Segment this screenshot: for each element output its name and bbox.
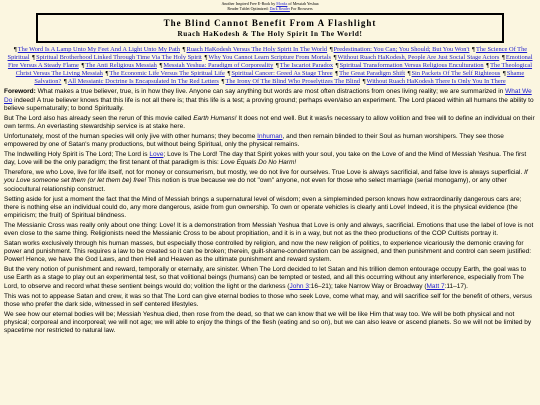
inhuman-link[interactable]: Inhuman xyxy=(257,132,283,140)
chapter-link[interactable]: Spiritual Transformation Versus Religious Enculturation xyxy=(339,62,484,70)
paragraph: We see how our eternal bodies will be; Messiah Yeshua died, then rose from the dead, so that we can know that we will be like Him that way too. We will be both physical and not physical; corporeal and incorporeal; we will not age; we will able to enjoy the things of the flesh (eating and so on), but we can also leave or ascend planets. So we will not be limited by spacetime nor restricted to natural law. xyxy=(4,310,532,334)
pilcrow-icon: ¶ xyxy=(227,70,231,78)
top-notice-line2: Reader Tablet Optimized: Dark Reader For Browsers xyxy=(227,6,313,11)
john-3-link[interactable]: John 3 xyxy=(289,282,309,290)
top-notice xyxy=(0,0,540,11)
chapter-link[interactable]: Predestination: You Can; You Should; But You Won't xyxy=(333,46,470,53)
chapter-link[interactable]: The Anti Religious Messiah xyxy=(85,62,157,70)
dark-reader-link[interactable]: Dark Reader xyxy=(269,6,290,11)
chapter-link[interactable]: The Economic Life Versus The Spiritual Life xyxy=(109,70,225,78)
chapter-link[interactable]: Sin Packets Of The Self Righteous xyxy=(411,70,501,78)
pilcrow-icon: ¶ xyxy=(182,46,186,53)
pilcrow-icon: ¶ xyxy=(63,78,67,86)
pilcrow-icon: ¶ xyxy=(32,54,36,62)
pilcrow-icon: ¶ xyxy=(329,46,333,53)
paragraph: But the very notion of punishment and reward, temporally or eternally, are sinister. When The Lord decided to let Satan and his trillion demon entourage occupy Earth, the goal was to use Earth as a stage to play out an experimental test, so that volitional beings (humans) can be tempted or tested, and all this occurring without any interference, especially from The Lord, to observe and record what these sentient beings would do; volition the light or the darkness (John 3:16–21); take Narrow Way or Broadway (Matt 7:11–17). xyxy=(4,266,527,290)
paragraph: This was not to appease Satan and crew, it was so that The Lord can give eternal bodies to those who seek Love, come what may, and will sacrifice self for the benefit of others, versus those who prefer the dark side, witnessed in self centered lifestyles. xyxy=(4,292,532,308)
chapter-link[interactable]: Messiah Yeshua: Paradigm of Corporeality xyxy=(163,62,274,70)
chapter-link[interactable]: Without Ruach HaKodesh, People Are Just Social Stage Actors xyxy=(337,54,500,62)
page-subtitle: Ruach HaKodesh & The Holy Spirit In The World! xyxy=(177,30,363,38)
pilcrow-icon: ¶ xyxy=(333,54,337,62)
what-we-do-link[interactable]: What We Do xyxy=(4,88,532,104)
page-title: The Blind Cannot Benefit From A Flashlight xyxy=(163,18,377,28)
chapter-link[interactable]: Ruach HaKodesh Versus The Holy Spirit In The World xyxy=(186,46,328,53)
paragraph: The Indwelling Holy Spirit is The Lord; The Lord is Love; Love Is The Lord! The day that Spirit yokes with your soul, you take on the Love of and the Mind of Messiah Yeshua. The first day, Love will be the only paradigm; the first tenant of that paradigm is this: Love Equals Do No Harm! xyxy=(4,151,527,167)
pilcrow-icon: ¶ xyxy=(335,70,339,78)
paragraph-foreword: Foreword: What makes a true believer, true, is in how they live. Anyone can say anything but words are most often distractions from ones living reality; we are summarized in What We Do indeed! A true believer knows that this life is not all there is; that this life is a test; a proving ground; perhaps even/also an experiment. The Lord placed within all humans the ability to believe supernaturally; to bond Spiritually. xyxy=(4,88,534,112)
paragraph: Satan works exclusively through his human masses, but especially those controlled by religion, and now the new religion of politics, to experience vicariously the demonic craving for power and punishment. This requires a law to be created so it can be broken; therein, guilt-shame-condemnation can be assigned, and then punishment and control can seem justified: Power! Hence, we have the God Laws, and then Hell and Heaven as the ultimate punishment and reward system. xyxy=(4,240,532,264)
chapter-link[interactable]: The Theological Christ Versus The Living Messiah xyxy=(15,62,533,78)
article-body xyxy=(4,88,536,335)
paragraph: Setting aside for just a moment the fact that the Mind of Messiah brings a supernatural level of wisdom; even a simpleminded person knows how extraordinarily dangerous cars are; there is nothing else an individual could do, any more dangerous, aside from gun ownership. To own or operate vehicles is clearly anti Love! Indeed, it is the physical evidence (the empiricism; the fruit) of Spiritual blindness. xyxy=(4,195,522,219)
chapter-link[interactable]: Without Ruach HaKodesh There Is Only You In There xyxy=(366,78,506,86)
paragraph: The Messianic Cross was really only about one thing: Love! It is a demonstration from Messiah Yeshua that Love is only and always, sacrificial. Emotions that use the label of love is not even close to the same thing. Religionists need the Messianic Cross to be about propitiation, and it is in a way, but not as the theo productions of the COP Cultists portray it. xyxy=(4,221,534,237)
chapter-link[interactable]: Spiritual Brotherhood Linked Through Time Via The Holy Spirit xyxy=(36,54,202,62)
chapter-link[interactable]: Emotional Fire Versus A Steady Flame xyxy=(7,54,533,70)
pilcrow-icon: ¶ xyxy=(221,78,225,86)
love-link[interactable]: Love xyxy=(149,151,164,159)
chapter-link[interactable]: Spiritual Cancer: Greed As Stage Three xyxy=(231,70,333,78)
paragraph: Therefore, we who Love, live for life itself, not for money or consumerism, but mostly, we do not live for ourselves. True Love is always sacrificial, and false love is always superficial. If you Love someone set them (or let them be) free! This notion is true because we do not "own" anyone, not even for those who select marriage (serial monogamy), or any other sociocultural relationship construct. xyxy=(4,169,528,193)
pilcrow-icon: ¶ xyxy=(159,62,163,70)
foreword-label: Foreword: xyxy=(4,88,36,96)
pilcrow-icon: ¶ xyxy=(204,54,208,62)
title-banner xyxy=(36,13,504,43)
monks-link[interactable]: Monks xyxy=(276,1,288,6)
pilcrow-icon: ¶ xyxy=(501,54,505,62)
matt-7-link[interactable]: Matt 7 xyxy=(426,282,445,290)
pilcrow-icon: ¶ xyxy=(472,46,475,53)
paragraph: But The Lord also has already seen the rerun of this movie called Earth Humans! It does not end well. But it was/is necessary to allow volition and free will to define an individual on their own terms. An everlasting stewardship service is at stake here. xyxy=(4,114,535,130)
chapter-links xyxy=(6,46,534,86)
chapter-link[interactable]: All Messianic Doctrine Is Encapsulated In The Red Letters xyxy=(67,78,219,86)
chapter-link[interactable]: Why You Cannot Learn Scripture From Mortals xyxy=(208,54,332,62)
chapter-link[interactable]: The Great Paradigm Shift xyxy=(339,70,405,78)
chapter-link[interactable]: Shame Salvation? xyxy=(34,70,525,86)
pilcrow-icon: ¶ xyxy=(13,46,17,53)
pilcrow-icon: ¶ xyxy=(81,62,85,70)
pilcrow-icon: ¶ xyxy=(105,70,109,78)
paragraph: Unfortunately, most of the human species will only jive with other humans; they become Inhuman, and then remain blinded to their Soul as human worshipers. They see those empowered by one of Satan's many productions, but without being Spiritual, only the physical remains. xyxy=(4,132,504,149)
pilcrow-icon: ¶ xyxy=(362,78,366,86)
chapter-link[interactable]: The Irony Of The Blind Who Proselytizes The Blind xyxy=(225,78,360,86)
pilcrow-icon: ¶ xyxy=(407,70,411,78)
pilcrow-icon: ¶ xyxy=(502,70,506,78)
top-notice-line1: Another Inspired Free E-Book by Monks of Messiah Yeshua xyxy=(221,1,319,6)
chapter-link[interactable]: The Science Of The Spiritual xyxy=(7,46,528,62)
pilcrow-icon: ¶ xyxy=(335,62,339,70)
pilcrow-icon: ¶ xyxy=(275,62,279,70)
pilcrow-icon: ¶ xyxy=(486,62,490,70)
chapter-link[interactable]: The Iscariot Paradox xyxy=(279,62,334,70)
chapter-link[interactable]: The Word Is A Lamp Unto My Feet And A Light Unto My Path xyxy=(17,46,180,53)
